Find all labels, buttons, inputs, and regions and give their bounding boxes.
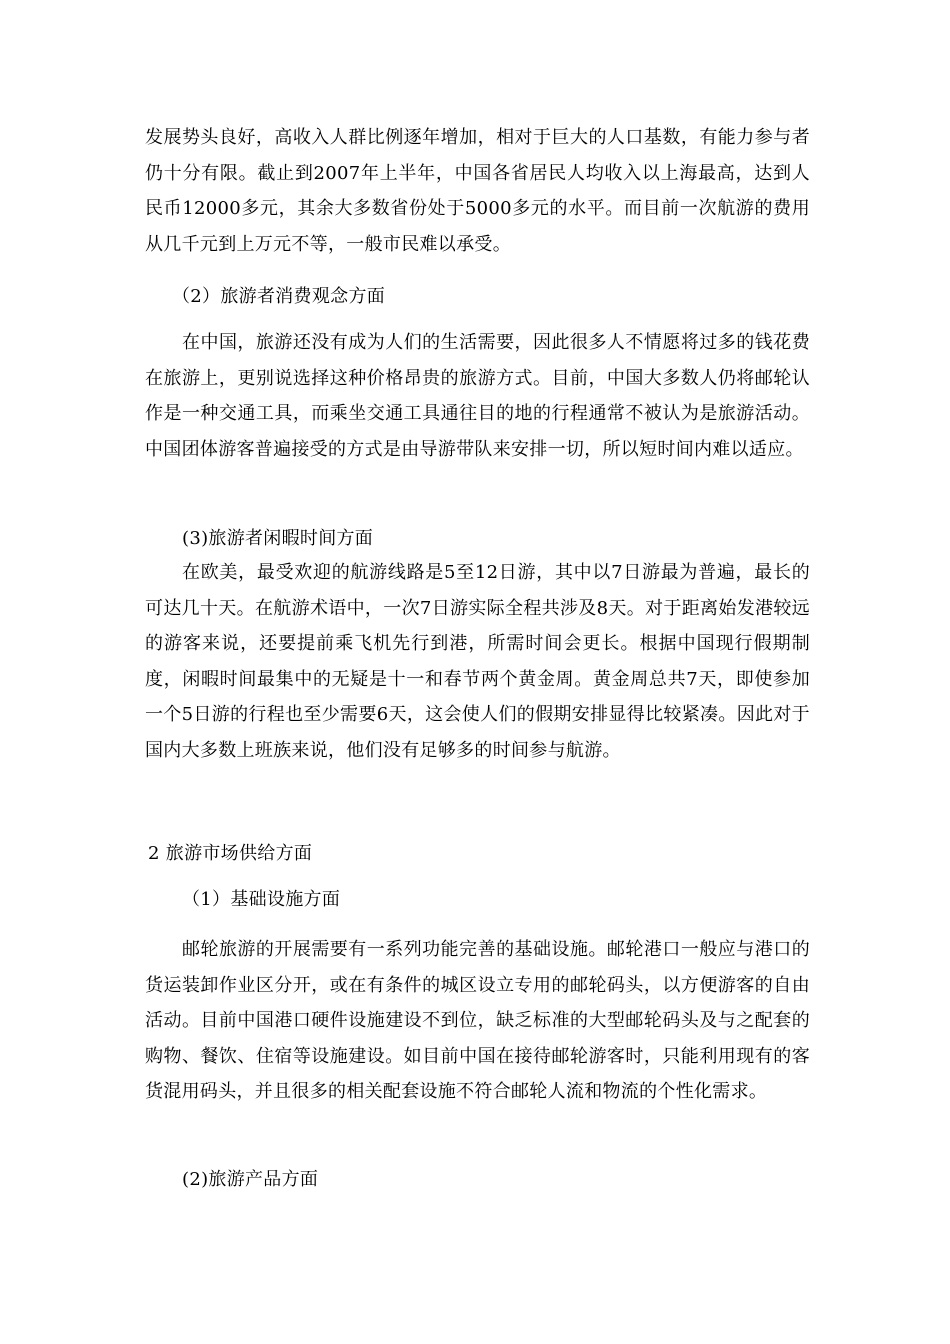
paragraph-leisure-time: 在欧美，最受欢迎的航游线路是5至12日游，其中以7日游最为普遍，最长的可达几十天。在航游术语中，一次7日游实际全程共涉及8天。对于距离始发港较远的游客来说，还要提前乘飞机先行到港，所需时间会更长。根据中国现行假期制度，闲暇时间最集中的无疑是十一和春节两个黄金周。黄金周总共7天，即使参加一个5日游的行程也至少需要6天，这会使人们的假期安排显得比较紧凑。因此对于国内大多数上班族来说，他们没有足够多的时间参与航游。 [145, 562, 810, 761]
subheading-infrastructure: （1）基础设施方面 [182, 889, 341, 910]
subheading-tourism-products: (2)旅游产品方面 [182, 1169, 319, 1190]
paragraph-infrastructure: 邮轮旅游的开展需要有一系列功能完善的基础设施。邮轮港口一般应与港口的货运装卸作业区分开，或在有条件的城区设立专用的邮轮码头，以方便游客的自由活动。目前中国港口硬件设施建设不到位，缺乏标准的大型邮轮码头及与之配套的购物、餐饮、住宿等设施建设。如目前中国在接待邮轮游客时，只能利用现有的客货混用码头，并且很多的相关配套设施不符合邮轮人流和物流的个性化需求。 [145, 939, 810, 1102]
subheading-consumption-concept: （2）旅游者消费观念方面 [172, 286, 386, 307]
section-heading-supply: 2 旅游市场供给方面 [148, 843, 313, 864]
paragraph-income: 发展势头良好，高收入人群比例逐年增加，相对于巨大的人口基数，有能力参与者仍十分有限。截止到2007年上半年，中国各省居民人均收入以上海最高，达到人民币12000多元，其余大多数省份处于5000多元的水平。而目前一次航游的费用从几千元到上万元不等，一般市民难以承受。 [145, 127, 810, 255]
subheading-leisure-time: (3)旅游者闲暇时间方面 [182, 528, 374, 549]
paragraph-consumption-concept: 在中国，旅游还没有成为人们的生活需要，因此很多人不情愿将过多的钱花费在旅游上，更别说选择这种价格昂贵的旅游方式。目前，中国大多数人仍将邮轮认作是一种交通工具，而乘坐交通工具通往目的地的行程通常不被认为是旅游活动。中国团体游客普遍接受的方式是由导游带队来安排一切，所以短时间内难以适应。 [145, 332, 810, 460]
